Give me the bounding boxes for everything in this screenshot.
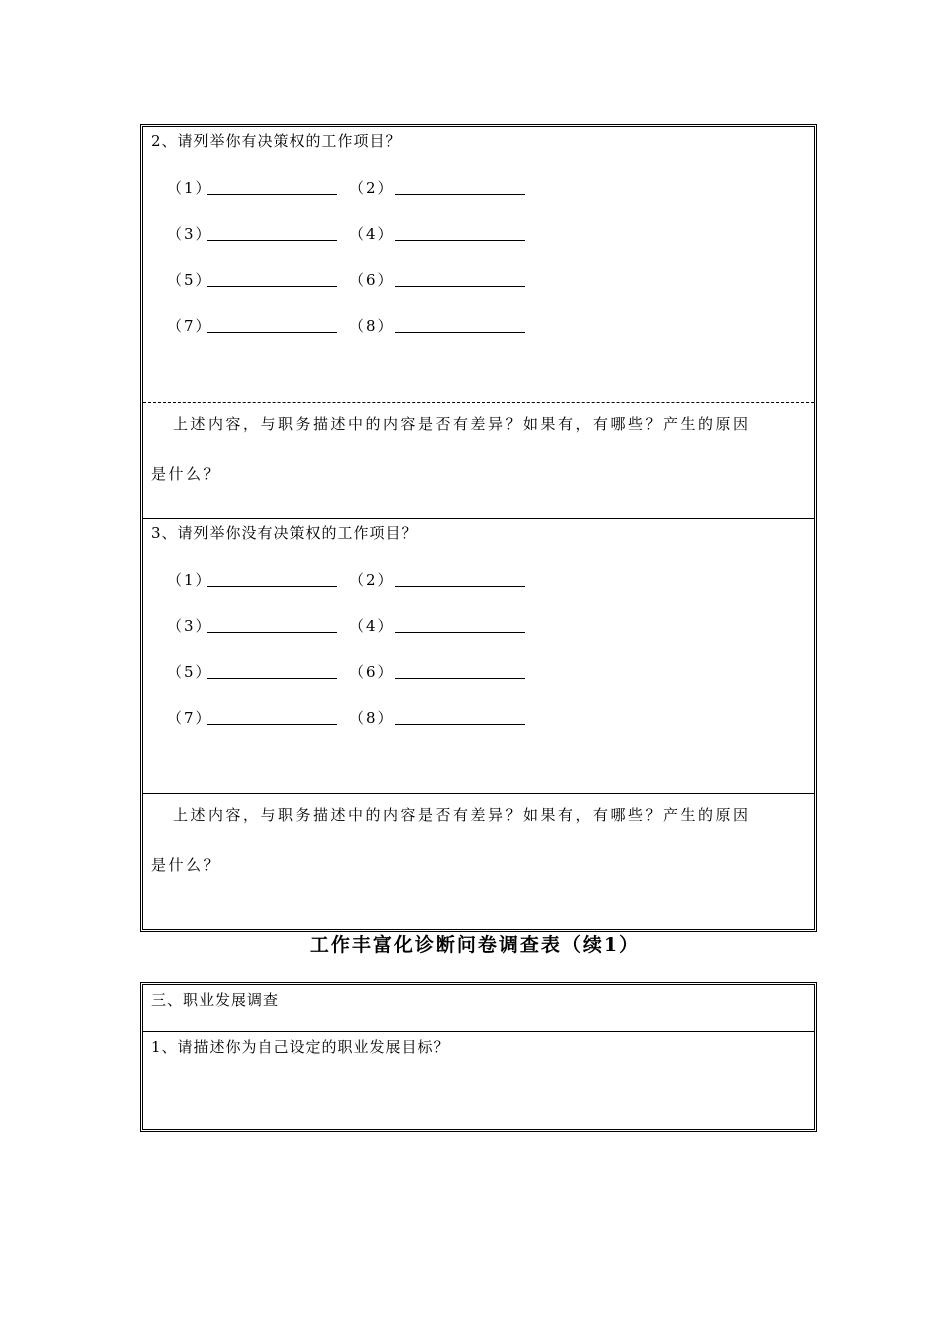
item-number: （8） bbox=[349, 317, 395, 335]
answer-blank-5[interactable] bbox=[207, 286, 337, 287]
note-text-line-1: 上述内容，与职务描述中的内容是否有差异？如果有，有哪些？产生的原因 bbox=[173, 415, 751, 433]
item-number: （3） bbox=[167, 617, 213, 635]
question-2-cell bbox=[143, 127, 814, 403]
answer-blank-7[interactable] bbox=[207, 724, 337, 725]
answer-blank-8[interactable] bbox=[395, 724, 525, 725]
item-number: （7） bbox=[167, 317, 213, 335]
question-3-cell bbox=[143, 519, 814, 794]
answer-blank-7[interactable] bbox=[207, 332, 337, 333]
questionnaire-table-2 bbox=[140, 982, 817, 1132]
answer-blank-3[interactable] bbox=[207, 240, 337, 241]
answer-blank-2[interactable] bbox=[395, 586, 525, 587]
item-number: （8） bbox=[349, 709, 395, 727]
answer-blank-4[interactable] bbox=[395, 632, 525, 633]
answer-blank-4[interactable] bbox=[395, 240, 525, 241]
answer-blank-6[interactable] bbox=[395, 678, 525, 679]
item-number: （5） bbox=[167, 271, 213, 289]
question-2-note-cell[interactable] bbox=[143, 403, 814, 519]
item-number: （2） bbox=[349, 571, 395, 589]
career-goal-cell[interactable] bbox=[143, 1032, 814, 1129]
question-1-text: 1、请描述你为自己设定的职业发展目标？ bbox=[151, 1038, 450, 1056]
answer-blank-3[interactable] bbox=[207, 632, 337, 633]
item-number: （7） bbox=[167, 709, 213, 727]
answer-blank-1[interactable] bbox=[207, 194, 337, 195]
question-3-note-cell[interactable] bbox=[143, 794, 814, 929]
page-title: 工作丰富化诊断问卷调查表（续1） bbox=[309, 934, 641, 956]
answer-blank-8[interactable] bbox=[395, 332, 525, 333]
item-number: （4） bbox=[349, 617, 395, 635]
answer-blank-6[interactable] bbox=[395, 286, 525, 287]
item-number: （4） bbox=[349, 225, 395, 243]
answer-blank-2[interactable] bbox=[395, 194, 525, 195]
question-3-text: 3、请列举你没有决策权的工作项目？ bbox=[151, 524, 418, 542]
item-number: （5） bbox=[167, 663, 213, 681]
item-number: （3） bbox=[167, 225, 213, 243]
note-text-line-2: 是什么？ bbox=[151, 465, 222, 483]
item-number: （2） bbox=[349, 179, 395, 197]
answer-blank-5[interactable] bbox=[207, 678, 337, 679]
question-2-text: 2、请列举你有决策权的工作项目？ bbox=[151, 132, 402, 150]
answer-blank-1[interactable] bbox=[207, 586, 337, 587]
questionnaire-table-1 bbox=[140, 124, 817, 932]
note-text-line-1: 上述内容，与职务描述中的内容是否有差异？如果有，有哪些？产生的原因 bbox=[173, 806, 751, 824]
item-number: （6） bbox=[349, 271, 395, 289]
section-title: 三、职业发展调查 bbox=[151, 991, 280, 1009]
section-header-cell bbox=[143, 985, 814, 1032]
note-text-line-2: 是什么？ bbox=[151, 856, 222, 874]
item-number: （1） bbox=[167, 179, 213, 197]
item-number: （1） bbox=[167, 571, 213, 589]
item-number: （6） bbox=[349, 663, 395, 681]
